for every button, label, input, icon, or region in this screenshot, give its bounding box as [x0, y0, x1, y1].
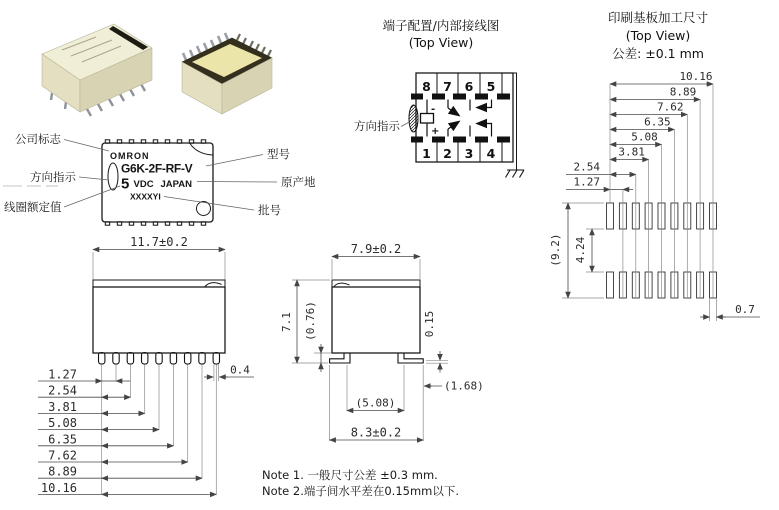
ladder-5_08: 5.08: [48, 416, 77, 431]
pcb-dim-6_35: 6.35: [644, 115, 671, 129]
pcb-subtitle: (Top View): [625, 28, 691, 43]
ladder-10_16: 10.16: [40, 480, 77, 495]
pcb-dim-3_81: 3.81: [618, 145, 645, 159]
pin-6: 6: [464, 79, 474, 94]
voltage-unit-print: VDC: [133, 179, 154, 190]
front-overall-width: 11.7±0.2: [130, 235, 188, 249]
voltage-print: 5: [121, 175, 130, 193]
coil-plus-sign: +: [431, 126, 440, 137]
pcb-dim-8_89: 8.89: [669, 85, 697, 99]
pcb-title: 印刷基板加工尺寸: [607, 10, 709, 25]
callout-origin: 原产地: [281, 175, 316, 189]
pcb-dim-7_62: 7.62: [657, 100, 684, 114]
side-coplanarity-dim: [426, 351, 448, 373]
brand-print: OMRON: [110, 151, 150, 161]
case-corner-notch: [190, 144, 213, 156]
side-standoff: (0.76): [304, 301, 317, 341]
side-coplanarity: 0.15: [423, 310, 436, 338]
side-standoff-dim: [314, 344, 331, 372]
case-corner-circle: [197, 202, 211, 216]
lot-print: XXXXYI: [130, 191, 161, 202]
front-pins: [99, 353, 220, 365]
terminal-direction-label: 方向指示: [354, 119, 400, 133]
pcb-tolerance: 公差: ±0.1 mm: [612, 46, 704, 61]
pcb-dim-1_27: 1.27: [573, 175, 600, 189]
direction-indicator-oval: [108, 163, 118, 190]
front-cap-notch: [205, 283, 222, 287]
pcb-dim-9_2: (9.2): [549, 233, 562, 267]
note-2: Note 2.端子间水平差在0.15mm以下.: [262, 484, 460, 498]
terminal-subtitle: (Top View): [408, 35, 474, 50]
side-body: [332, 287, 420, 353]
side-view-drawing: [280, 242, 484, 441]
callout-coil-rating: 线圈额定值: [4, 200, 62, 214]
pin-8: 8: [422, 79, 431, 94]
note-1: Note 1. 一般尺寸公差 ±0.3 mm.: [262, 468, 438, 482]
side-top-width: 7.9±0.2: [350, 242, 402, 256]
ladder-1_27: 1.27: [48, 367, 77, 382]
pin-2: 2: [443, 146, 452, 161]
direction-indicator-hatched: [409, 105, 418, 132]
ladder-7_62: 7.62: [48, 448, 77, 463]
front-body: [93, 287, 225, 353]
pin-3: 3: [464, 146, 474, 161]
pcb-dim-10_16: 10.16: [679, 70, 713, 83]
product-photo-bottom: [182, 33, 272, 114]
model-print: G6K-2F-RF-V: [121, 161, 193, 176]
ladder-2_54: 2.54: [48, 383, 77, 398]
side-cap-notch: [334, 283, 350, 286]
side-bottom-width: 8.3±0.2: [350, 425, 402, 440]
side-pin-right: [398, 353, 423, 363]
side-pin-left: [330, 353, 350, 363]
pcb-dim-4_24: 4.24: [574, 236, 587, 264]
front-view-drawing: [38, 235, 254, 495]
callout-company-logo: 公司标志: [15, 132, 61, 146]
callout-direction: 方向指示: [30, 170, 76, 184]
pcb-layout: [549, 10, 760, 321]
terminal-diagram: [354, 18, 524, 178]
marking-diagram: [3, 132, 316, 225]
ground-symbol: [506, 170, 525, 178]
coil-minus-sign: -: [431, 104, 436, 115]
origin-print: JAPAN: [160, 179, 192, 190]
pin-7: 7: [443, 79, 452, 94]
side-pin-edge: (1.68): [444, 379, 484, 393]
pcb-dim-0_7: 0.7: [735, 303, 755, 316]
terminal-title: 端子配置/内部接线图: [382, 18, 500, 33]
callout-lot: 批号: [258, 203, 281, 217]
pin-4: 4: [486, 146, 496, 161]
front-pin-width: 0.4: [230, 363, 250, 377]
side-height: 7.1: [280, 312, 293, 332]
ladder-8_89: 8.89: [48, 464, 77, 479]
pcb-dim-5_08: 5.08: [631, 130, 658, 144]
ladder-6_35: 6.35: [48, 432, 77, 447]
notes: [262, 468, 459, 498]
pin-5: 5: [486, 79, 496, 94]
side-pin-span: (5.08): [355, 396, 396, 410]
ladder-3_81: 3.81: [48, 399, 77, 414]
pin-1: 1: [422, 146, 431, 161]
product-photo-front: [42, 24, 152, 116]
pcb-dim-2_54: 2.54: [573, 160, 600, 174]
callout-model: 型号: [267, 147, 290, 161]
